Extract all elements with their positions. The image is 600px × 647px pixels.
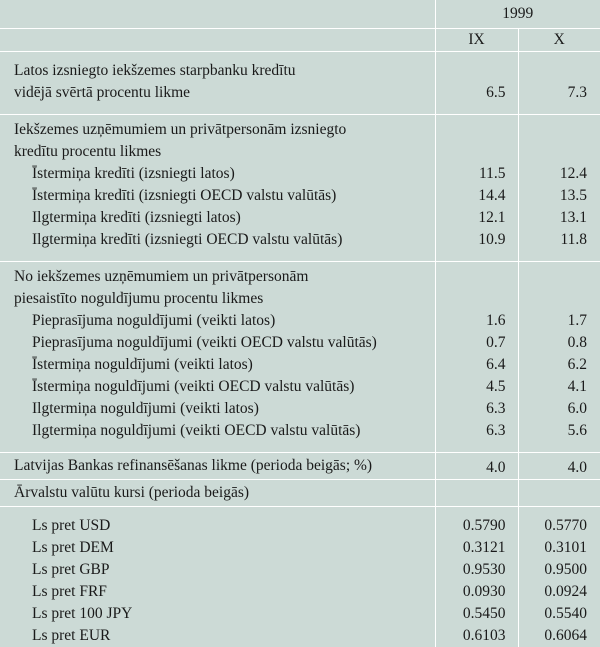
fx-row-ix: 0.3121 <box>435 537 518 559</box>
deposits-title-line2: piesaistīto noguldījumu procentu likmes <box>14 290 264 307</box>
table-row <box>0 420 600 442</box>
loans-title-row-1 <box>0 115 600 142</box>
fx-row-label: Ls pret GBP <box>32 560 110 578</box>
deposits-row-x: 0.8 <box>518 332 600 354</box>
fx-row-ix: 0.5450 <box>435 603 518 625</box>
deposits-title-line1: No iekšzemes uzņēmumiem un privātpersonām <box>0 262 435 289</box>
header-year-row <box>0 0 600 29</box>
header-year: 1999 <box>435 0 600 29</box>
deposits-row-label: Īstermiņa noguldījumi (veikti latos) <box>32 356 253 373</box>
deposits-row-label: Ilgtermiņa noguldījumi (veikti latos) <box>32 400 259 417</box>
deposits-title-row-1 <box>0 262 600 289</box>
table-row <box>0 354 600 376</box>
fx-title: Ārvalstu valūtu kursi (perioda beigās) <box>0 480 435 507</box>
fx-row-x: 0.5540 <box>518 603 600 625</box>
table-row <box>0 515 600 537</box>
deposits-row-ix: 6.3 <box>435 420 518 442</box>
header-col-ix: IX <box>435 29 518 52</box>
loans-row-x: 12.4 <box>518 163 600 185</box>
loans-row-x: 11.8 <box>518 229 600 251</box>
deposits-row-label: Ilgtermiņa noguldījumi (veikti OECD valstu valūtās) <box>32 422 361 439</box>
loans-row-ix: 12.1 <box>435 207 518 229</box>
deposits-title-row-2 <box>0 288 600 310</box>
fx-row-x: 0.9500 <box>518 559 600 581</box>
fx-title-row <box>0 480 600 507</box>
table-row <box>0 398 600 420</box>
loans-row-label: Ilgtermiņa kredīti (izsniegti latos) <box>32 209 241 226</box>
table-row <box>0 625 600 647</box>
loans-row-ix: 14.4 <box>435 185 518 207</box>
refinancing-row <box>0 453 600 480</box>
deposits-row-ix: 1.6 <box>435 310 518 332</box>
loans-row-label: Īstermiņa kredīti (izsniegti OECD valstu valūtās) <box>32 187 337 204</box>
fx-row-x: 0.6064 <box>518 625 600 647</box>
header-corner <box>0 0 435 29</box>
table-row <box>0 376 600 398</box>
interbank-row-1 <box>0 52 600 83</box>
header-blank <box>0 29 435 52</box>
interbank-label-line2: vidējā svērtā procentu likme <box>14 84 191 101</box>
fx-row-x: 0.5770 <box>518 515 600 537</box>
interbank-ix-value: 6.5 <box>435 82 518 104</box>
table-row <box>0 185 600 207</box>
refinancing-x-value: 4.0 <box>518 453 600 480</box>
deposits-row-label: Īstermiņa noguldījumi (veikti OECD valstu valūtās) <box>32 378 355 395</box>
table-row <box>0 537 600 559</box>
fx-row-label: Ls pret EUR <box>32 626 111 644</box>
deposits-row-x: 1.7 <box>518 310 600 332</box>
fx-row-ix: 0.9530 <box>435 559 518 581</box>
loans-row-x: 13.5 <box>518 185 600 207</box>
deposits-row-ix: 4.5 <box>435 376 518 398</box>
deposits-row-ix: 6.4 <box>435 354 518 376</box>
deposits-row-ix: 6.3 <box>435 398 518 420</box>
table-row <box>0 581 600 603</box>
deposits-row-x: 4.1 <box>518 376 600 398</box>
interbank-row-2 <box>0 82 600 104</box>
table-row <box>0 163 600 185</box>
deposits-row-label: Pieprasījuma noguldījumi (veikti latos) <box>32 312 276 329</box>
fx-row-label: Ls pret 100 JPY <box>32 604 133 622</box>
table-row <box>0 603 600 625</box>
loans-row-ix: 10.9 <box>435 229 518 251</box>
refinancing-ix-value: 4.0 <box>435 453 518 480</box>
loans-title-line1: Iekšzemes uzņēmumiem un privātpersonām izsniegto <box>0 115 435 142</box>
refinancing-label: Latvijas Bankas refinansēšanas likme (perioda beigās; %) <box>0 453 435 480</box>
header-col-x: X <box>518 29 600 52</box>
deposits-row-x: 6.0 <box>518 398 600 420</box>
loans-row-label: Īstermiņa kredīti (izsniegti latos) <box>32 165 235 182</box>
loans-row-x: 13.1 <box>518 207 600 229</box>
fx-row-ix: 0.0930 <box>435 581 518 603</box>
loans-row-ix: 11.5 <box>435 163 518 185</box>
fx-row-label: Ls pret DEM <box>32 538 114 556</box>
fx-row-x: 0.0924 <box>518 581 600 603</box>
fx-row-ix: 0.5790 <box>435 515 518 537</box>
loans-title-line2: kredītu procentu likmes <box>14 143 162 160</box>
interbank-label-line1: Latos izsniegto iekšzemes starpbanku kredītu <box>0 52 435 83</box>
table-row <box>0 207 600 229</box>
fx-row-label: Ls pret USD <box>32 516 111 534</box>
deposits-row-label: Pieprasījuma noguldījumi (veikti OECD valstu valūtās) <box>32 334 377 351</box>
table-row <box>0 310 600 332</box>
deposits-row-x: 6.2 <box>518 354 600 376</box>
loans-title-row-2 <box>0 141 600 163</box>
fx-row-x: 0.3101 <box>518 537 600 559</box>
header-month-row <box>0 29 600 52</box>
fx-row-label: Ls pret FRF <box>32 582 107 600</box>
deposits-row-ix: 0.7 <box>435 332 518 354</box>
table-row <box>0 229 600 251</box>
interbank-x-value: 7.3 <box>518 82 600 104</box>
deposits-row-x: 5.6 <box>518 420 600 442</box>
table-row <box>0 332 600 354</box>
loans-row-label: Ilgtermiņa kredīti (izsniegti OECD valstu valūtās) <box>32 231 343 248</box>
fx-row-ix: 0.6103 <box>435 625 518 647</box>
table-row <box>0 559 600 581</box>
